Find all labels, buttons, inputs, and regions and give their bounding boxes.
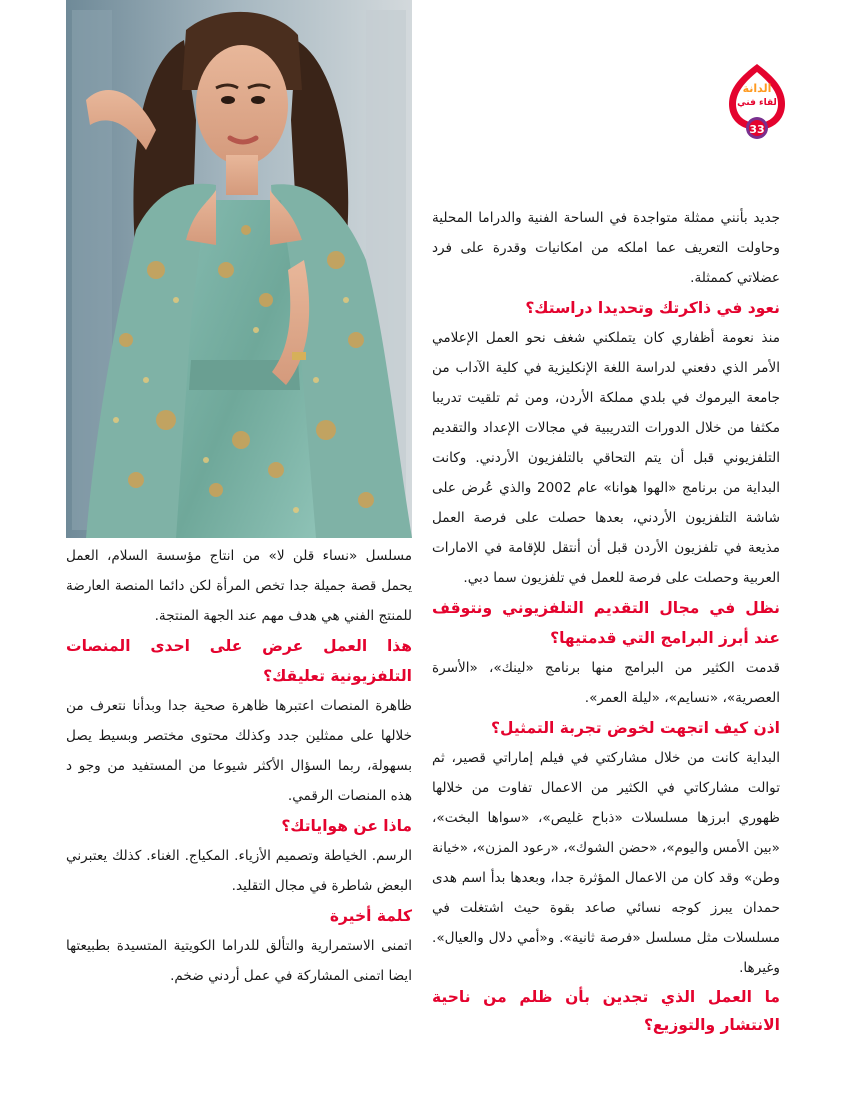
question-heading: نعود في ذاكرتك وتحديدا دراستك؟: [525, 299, 780, 317]
badge-section: لقاء فني: [737, 98, 777, 108]
page-badge: [727, 62, 787, 146]
right-column: [432, 203, 780, 1039]
paragraph: ظاهرة المنصات اعتبرها ظاهرة صحية جدا وبدأنا نتعرف من خلالها على ممثلين جدد وكذلك محتوى مختصر وبسيط يصل بسهولة، ربما السؤال الأكثر شيوعا من المستفيد من وجو د هذه المنصات الرقمي.: [66, 698, 412, 804]
paragraph: الرسم. الخياطة وتصميم الأزياء. المكياج. الغناء. كذلك يعتبرني البعض شاطرة في مجال التقليد.: [66, 848, 412, 894]
left-column: [66, 541, 412, 991]
question-heading: ما العمل الذي تجدين بأن ظلم من ناحية الانتشار والتوزيع؟: [432, 988, 780, 1034]
question-heading: ماذا عن هواياتك؟: [281, 817, 412, 835]
badge-brand: الدانة: [742, 82, 772, 95]
paragraph: قدمت الكثير من البرامج منها برنامج «لينك»، «الأسرة العصرية»، «نسايم»، «ليلة العمر».: [432, 660, 780, 706]
paragraph: مسلسل «نساء قلن لا» من انتاج مؤسسة السلام، العمل يحمل قصة جميلة جدا تخص المرأة لكن دائما المنصة العارضة للمنتج الفني هي هدف مهم عند الجهة المنتجة.: [66, 548, 412, 624]
paragraph: اتمنى الاستمرارية والتألق للدراما الكويتية المتسيدة بطبيعتها ايضا اتمنى المشاركة في عمل أردني ضخم.: [66, 938, 412, 984]
paragraph: منذ نعومة أظفاري كان يتملكني شغف نحو العمل الإعلامي الأمر الذي دفعني لدراسة اللغة الإنكليزية في كلية الآداب من جامعة اليرموك في بلدي مملكة الأردن، ومن ثم تلقيت تدريبا مكثفا من خلال الدورات التدريبية في مجالات الإعداد والتقديم التلفزيوني قبل أن يتم التحاقي بالتلفزيون الأردني. وكانت البداية من برنامج «الهوا هوانا» عام 2002 والذي عُرض على شاشة التلفزيون الأردني، بعدها حصلت على فرصة العمل مذيعة في تلفزيون الأردن قبل أن أنتقل للإقامة في الامارات العربية وحصلت على فرصة للعمل في تلفزيون سما دبي.: [432, 330, 780, 586]
portrait-illustration: [66, 0, 412, 538]
page-number: 33: [749, 123, 765, 136]
article-photo: [66, 0, 412, 538]
paragraph: البداية كانت من خلال مشاركتي في فيلم إماراتي قصير، ثم توالت مشاركاتي في الكثير من الاعمال تفاوت من خلالها ظهوري ابرزها مسلسلات «ذباح غليص»، «سواها البخت»، «بين الأمس واليوم»، «حضن الشوك»، «رعود المزن»، «خيانة وطن» وقد كان من الاعمال المؤثرة جدا، وبعدها بدأ اسم هدى حمدان يبرز كوجه نسائي صاعد بقوة حيث اشتغلت في مسلسلات مثل مسلسل «فرصة ثانية». و«أمي دلال والعيال». وغيرها.: [432, 750, 780, 976]
question-heading: اذن كيف اتجهت لخوض تجربة التمثيل؟: [491, 719, 780, 737]
paragraph: جديد بأنني ممثلة متواجدة في الساحة الفنية والدراما المحلية وحاولت التعريف عما املكه من امكانيات وقدرة على فرد عضلاتي كممثلة.: [432, 210, 780, 286]
question-heading: نظل في مجال التقديم التلفزيوني ونتوقف عند أبرز البرامج التي قدمتيها؟: [432, 599, 780, 647]
question-heading: كلمة أخيرة: [329, 907, 412, 925]
question-heading: هذا العمل عرض على احدى المنصات التلفزيونية تعليقك؟: [66, 637, 412, 685]
